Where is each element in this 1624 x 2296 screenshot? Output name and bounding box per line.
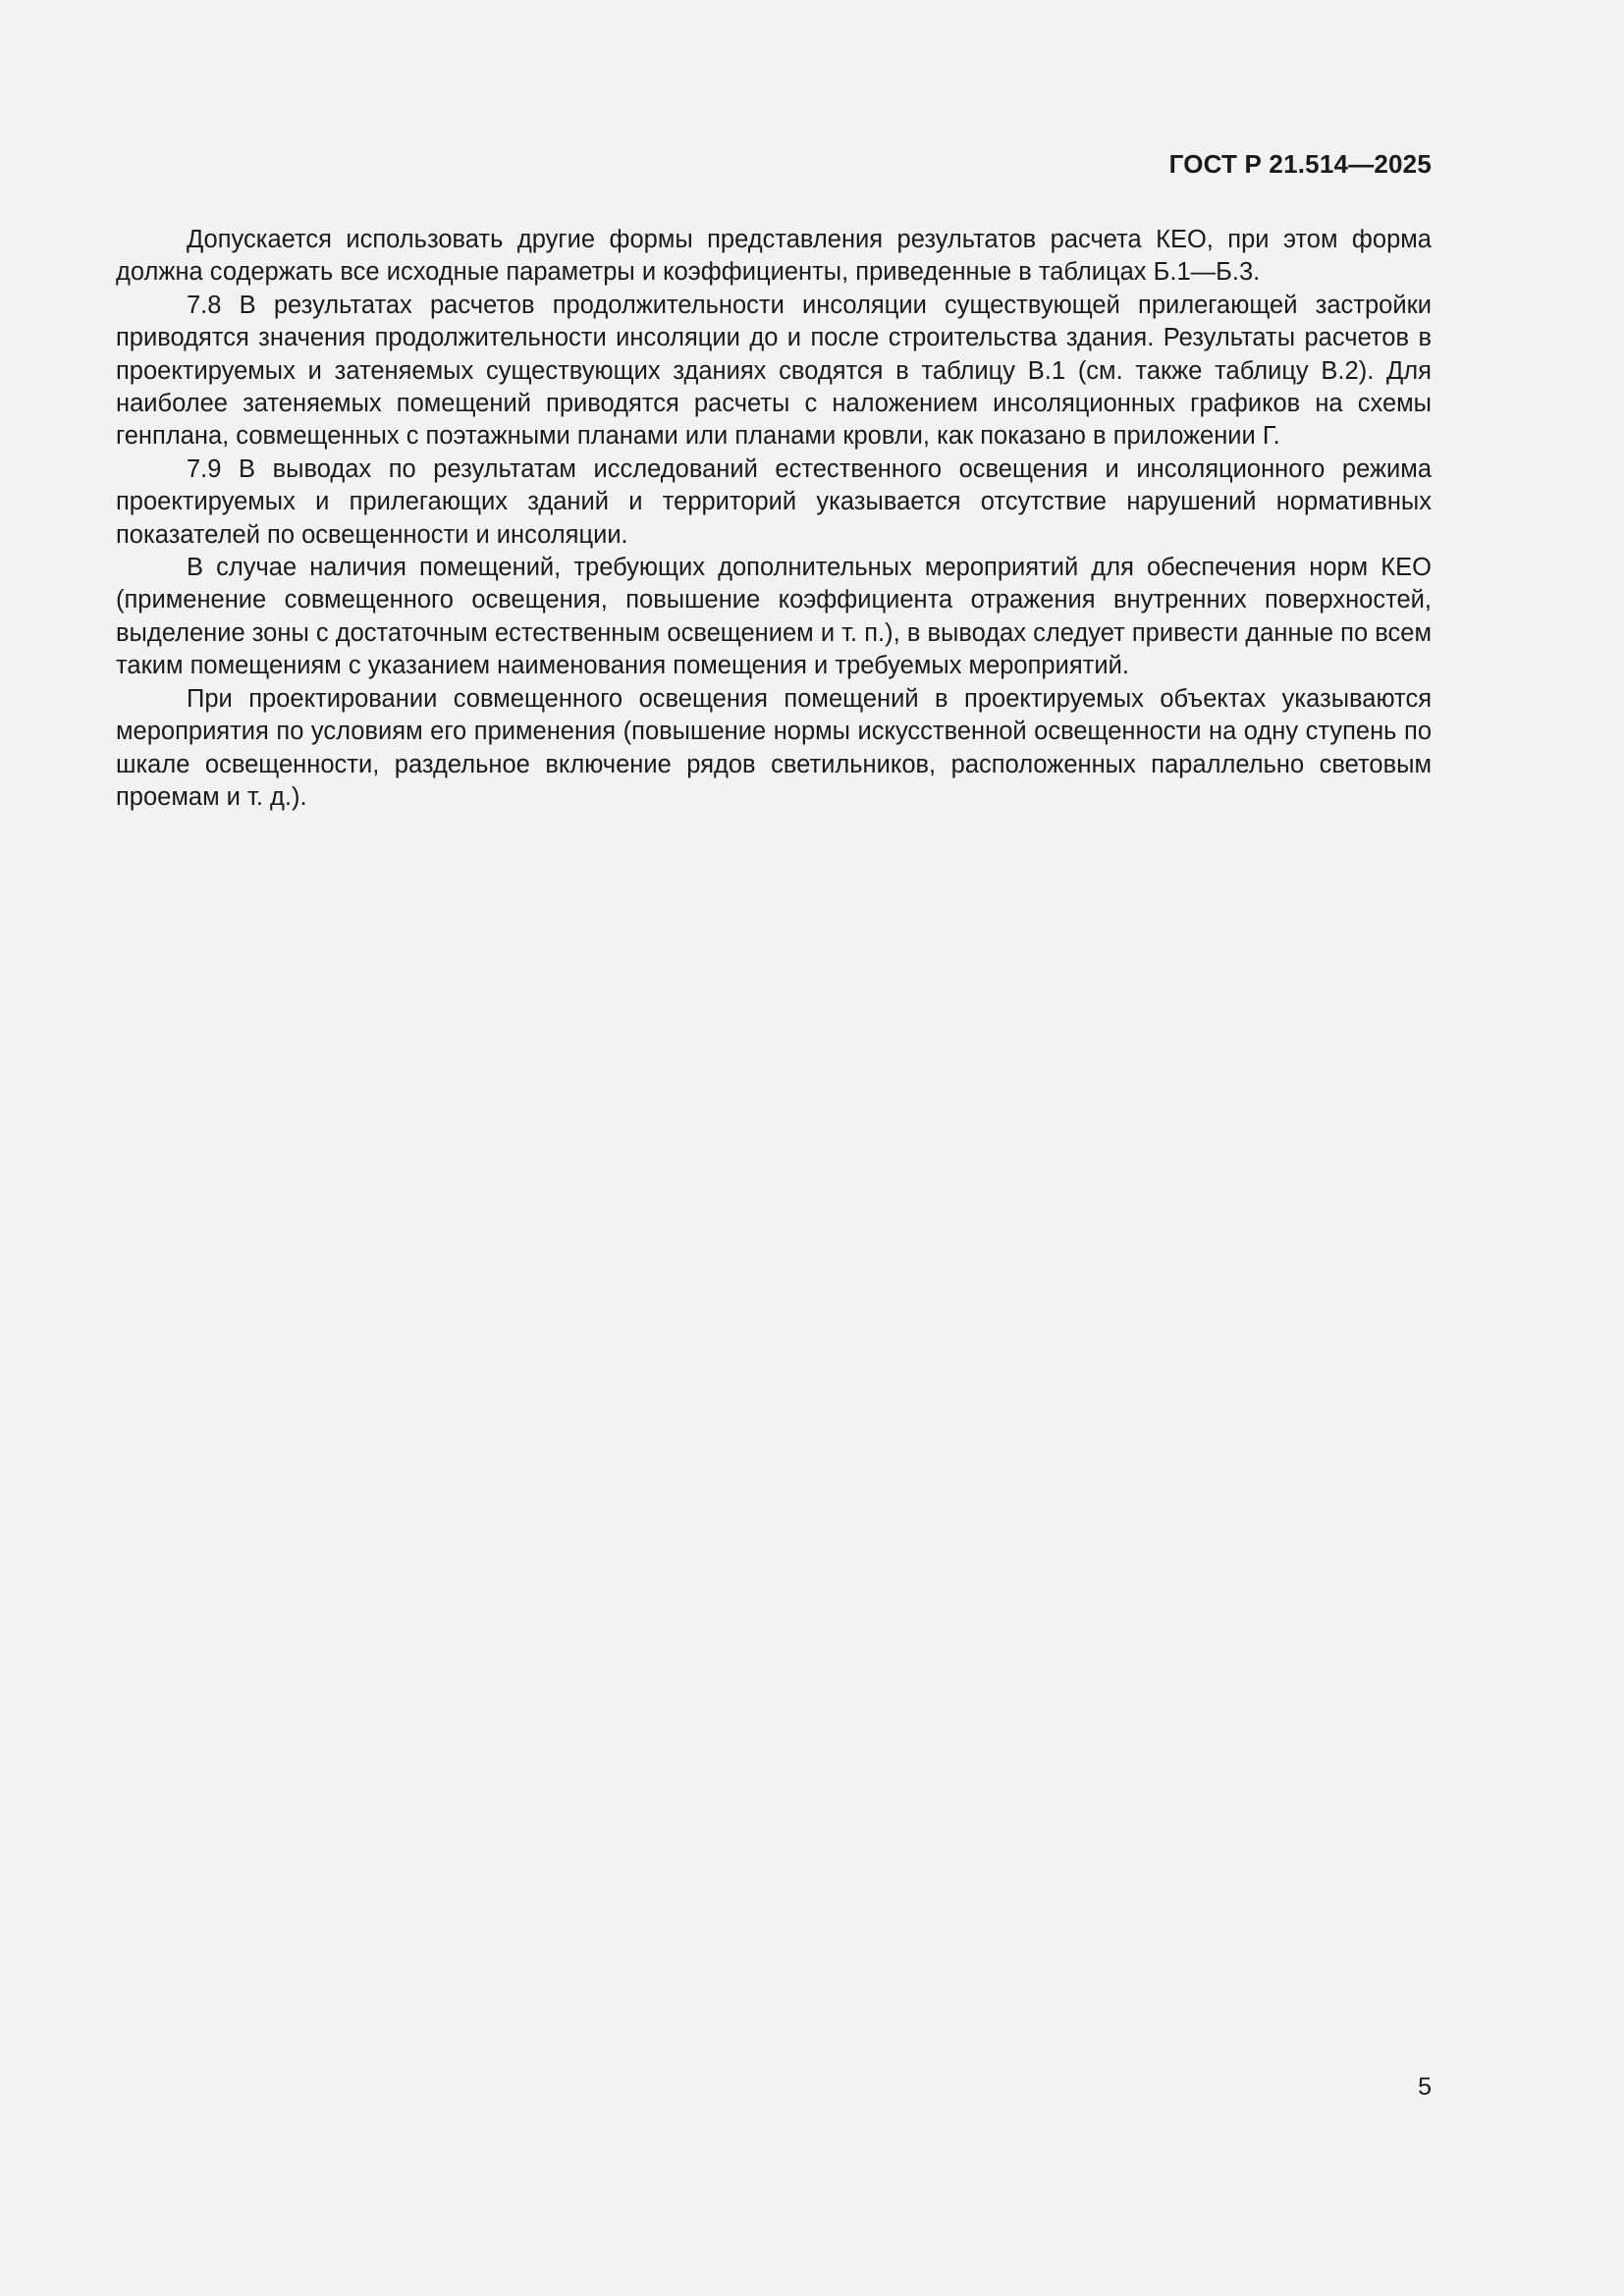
paragraph-other-forms: Допускается использовать другие формы представления результатов расчета КЕО, при этом форма должна содержать все исходные параметры и коэффициенты, приведенные в таблицах Б.1—Б.3. <box>116 226 1432 287</box>
document-body <box>116 224 1432 814</box>
page-number: 5 <box>1418 2073 1432 2101</box>
paragraph-7-8: 7.8 В результатах расчетов продолжительности инсоляции существующей прилегающей застройки приводятся значения продолжительности инсоляции до и после строительства здания. Результаты расчетов в проектируемых и затеняемых существующих зданиях сводятся в таблицу В.1 (см. также таблицу В.2). Для наиболее затеняемых помещений приводятся расчеты с наложением инсоляционных графиков на схемы генплана, совмещенных с поэтажными планами или планами кровли, как показано в приложении Г. <box>116 291 1432 451</box>
document-code-header: ГОСТ Р 21.514—2025 <box>1168 149 1432 179</box>
paragraph-7-9: 7.9 В выводах по результатам исследований естественного освещения и инсоляционного режима проектируемых и прилегающих зданий и территорий указывается отсутствие нарушений нормативных показателей по освещенности и инсоляции. <box>116 454 1432 549</box>
paragraph-combined-lighting: При проектировании совмещенного освещения помещений в проектируемых объектах указываются мероприятия по условиям его применения (повышение нормы искусственной освещенности на одну ступень по шкале освещенности, раздельное включение рядов светильников, расположенных параллельно световым проемам и т. д.). <box>116 684 1432 811</box>
paragraph-additional-measures: В случае наличия помещений, требующих дополнительных мероприятий для обеспечения норм КЕО (применение совмещенного освещения, повышение коэффициента отражения внутренних поверхностей, выделение зоны с достаточным естественным освещением и т. п.), в выводах следует привести данные по всем таким помещениям с указанием наименования помещения и требуемых мероприятий. <box>116 554 1432 680</box>
